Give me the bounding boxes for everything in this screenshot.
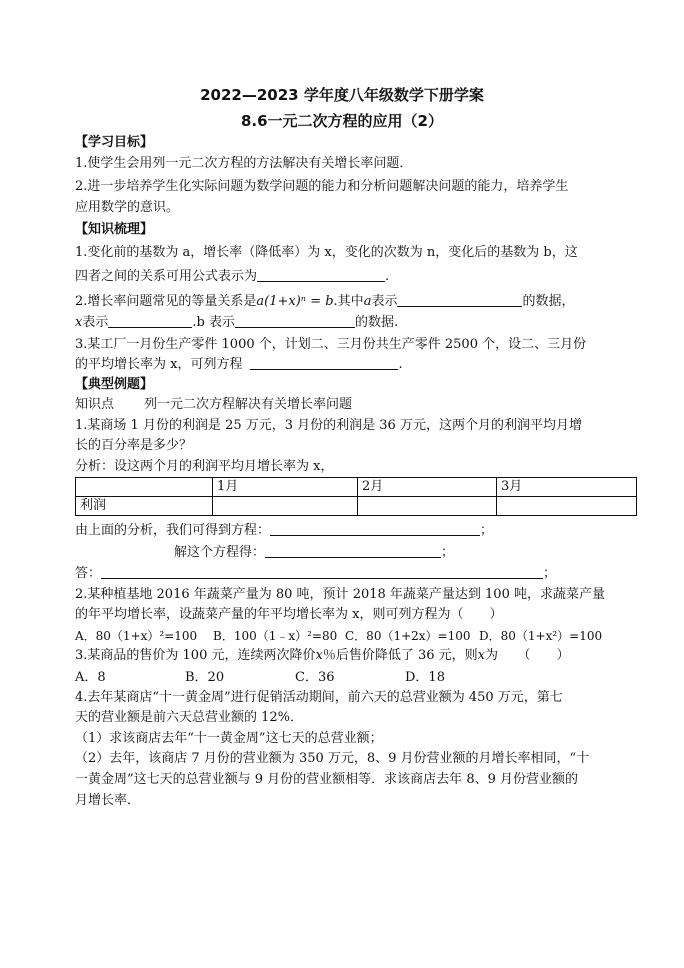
example1-solve-prefix: 解这个方程得： <box>174 545 266 560</box>
knowledge-q2 <box>75 294 574 310</box>
example4-line1: 4.去年某商店“十一黄金周”进行促销活动期间，前六天的总营业额为 450 万元，第七 <box>75 690 563 705</box>
example4-part1: （1）求该商店去年“十一黄金周”这七天的总营业额； <box>75 731 383 746</box>
example1-equation <box>75 523 493 539</box>
example2-option-d[interactable]: D．80（1+x²）=100 <box>479 629 603 643</box>
knowledge-q2-mid: .其中 <box>333 294 364 309</box>
period: . <box>398 357 403 372</box>
table-cell-jan[interactable] <box>213 497 358 516</box>
semicolon: ； <box>480 523 494 538</box>
knowledge-q2-cont <box>75 315 398 331</box>
example3-option-b[interactable]: B．20 <box>185 670 225 685</box>
example1-solve <box>174 545 454 561</box>
var-x: x <box>315 648 323 663</box>
example1-solution-blank[interactable] <box>265 545 441 558</box>
table-row <box>76 497 637 516</box>
example1-answer-blank[interactable] <box>101 566 543 579</box>
example2-line2: 的年平均增长率，设蔬菜产量的年平均增长率为 x，则可列方程为（ ） <box>75 607 503 622</box>
knowledge-q3b-prefix: 的平均增长率为 x，可列方程 <box>75 357 243 372</box>
table-header-mar: 3月 <box>497 478 637 497</box>
table-header-feb: 2月 <box>358 478 497 497</box>
example1-line1: 1.某商场 1 月份的利润是 25 万元，3 月份的利润是 36 万元，这两个月的利润平均月增 <box>75 418 582 433</box>
example1-analysis: 分析：设这两个月的利润平均月增长率为 x， <box>75 459 334 474</box>
example1-equation-prefix: 由上面的分析，我们可得到方程： <box>75 523 271 538</box>
semicolon: ； <box>543 566 557 581</box>
example3-line <box>75 648 570 664</box>
knowledge-point-label: 知识点 <box>75 397 115 412</box>
table-cell-mar[interactable] <box>497 497 637 516</box>
equation-blank[interactable] <box>250 357 398 370</box>
semicolon: ； <box>441 545 455 560</box>
period: . <box>385 269 390 284</box>
profit-table <box>75 477 637 516</box>
var-x: x <box>75 315 83 330</box>
example3-option-a[interactable]: A．8 <box>75 670 106 685</box>
table-header-row <box>76 478 637 497</box>
knowledge-heading: 【知识梳理】 <box>75 222 154 237</box>
a-meaning-blank[interactable] <box>397 294 522 307</box>
example2-option-b[interactable]: B．100（1﹣x）²=80 <box>213 629 338 643</box>
knowledge-q2-b-text: .b 表示 <box>192 315 235 330</box>
example4-part2-line2: 一黄金周”这七天的总营业额与 9 月份的营业额相等．求该商店去年 8、9 月份营业额的 <box>75 772 578 787</box>
knowledge-q1a: 1.变化前的基数为 a，增长率（降低率）为 x，变化的次数为 n，变化后的基数为 b，这 <box>75 245 578 260</box>
examples-heading: 【典型例题】 <box>75 377 154 392</box>
goal-item-2b: 应用数学的意识。 <box>75 200 180 215</box>
example2-option-c[interactable]: C．80（1+2x）=100 <box>345 629 471 643</box>
example3-option-c[interactable]: C．36 <box>295 670 335 685</box>
example4-part2-line3: 月增长率． <box>75 793 141 808</box>
knowledge-point <box>75 397 352 413</box>
knowledge-q2-suffix1: 的数据， <box>522 294 575 309</box>
example1-line2: 长的百分率是多少？ <box>75 438 193 453</box>
knowledge-q2-suffix2: 的数据. <box>354 315 399 330</box>
example3-option-d[interactable]: D．18 <box>405 670 445 685</box>
knowledge-q3a: 3.某工厂一月份生产零件 1000 个，计划二、三月份共生产零件 2500 个，设二、三月份 <box>75 337 587 352</box>
table-cell-feb[interactable] <box>358 497 497 516</box>
goal-item-1: 1.使学生会用列一元二次方程的方法解决有关增长率问题． <box>75 156 413 171</box>
page-title: 2022—2023 学年度八年级数学下册学案 <box>200 86 484 104</box>
page-subtitle: 8.6一元二次方程的应用（2） <box>240 112 443 130</box>
var-x: x <box>477 648 485 663</box>
var-a: a <box>363 294 372 309</box>
knowledge-q2-x-text: 表示 <box>82 315 109 330</box>
example1-answer <box>75 566 556 582</box>
example4-part2-line1: （2）去年，该商店 7 月份的营业额为 350 万元，8、9 月份营业额的月增长率相同，“十 <box>75 751 590 766</box>
knowledge-q3b <box>75 357 403 373</box>
knowledge-q1b-prefix: 四者之间的关系可用公式表示为 <box>75 269 258 284</box>
example2-options <box>75 628 602 644</box>
example1-answer-prefix: 答： <box>75 566 102 581</box>
knowledge-q2-a-text: 表示 <box>371 294 398 309</box>
goals-heading: 【学习目标】 <box>75 135 154 150</box>
example3-options <box>75 670 445 686</box>
goal-item-2a: 2.进一步培养学生化实际问题为数学问题的能力和分析问题解决问题的能力，培养学生 <box>75 179 569 194</box>
knowledge-q2-prefix: 2.增长率问题常见的等量关系是 <box>75 294 257 309</box>
example2-line1: 2.某种植基地 2016 年蔬菜产量为 80 吨，预计 2018 年蔬菜产量达到 100 吨，求蔬菜产量 <box>75 587 605 602</box>
example3-end: 为 （ ） <box>484 648 570 663</box>
b-meaning-blank[interactable] <box>235 315 355 328</box>
growth-formula: a(1+x)ⁿ = b <box>256 294 334 309</box>
x-meaning-blank[interactable] <box>108 315 192 328</box>
table-header-jan: 1月 <box>213 478 358 497</box>
example2-option-a[interactable]: A．80（1+x）²=100 <box>75 629 198 643</box>
example3-prefix: 3.某商品的售价为 100 元，连续两次降价 <box>75 648 316 663</box>
example4-line2: 天的营业额是前六天总营业额的 12%． <box>75 710 304 725</box>
table-corner-cell <box>76 478 213 497</box>
knowledge-q1b <box>75 269 389 285</box>
example3-suffix: ％后售价降低了 36 元，则 <box>322 648 478 663</box>
table-row-label: 利润 <box>76 497 213 516</box>
knowledge-point-text: 列一元二次方程解决有关增长率问题 <box>144 397 353 412</box>
formula-blank[interactable] <box>257 269 385 282</box>
example1-equation-blank[interactable] <box>270 523 480 536</box>
